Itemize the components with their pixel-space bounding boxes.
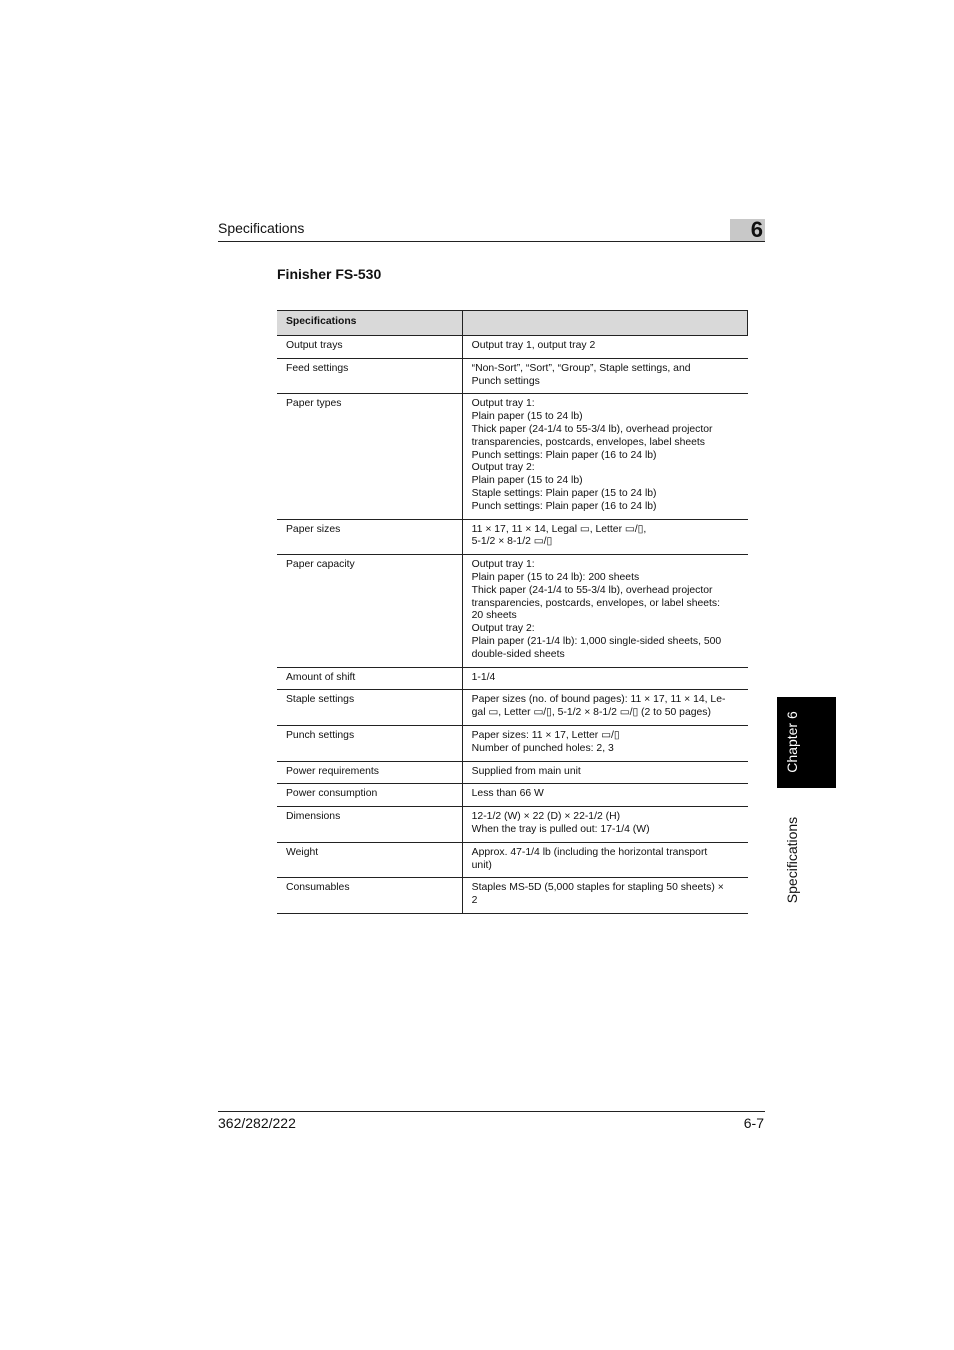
- footer-model: 362/282/222: [218, 1115, 296, 1131]
- section-title: Finisher FS-530: [277, 266, 382, 282]
- chapter-number-badge: [730, 219, 765, 241]
- table-row: [277, 358, 748, 394]
- footer-page-number: 6-7: [743, 1115, 764, 1131]
- table-row: [277, 519, 748, 555]
- running-header-title: Specifications: [218, 220, 305, 236]
- spec-value-cell: Output tray 1: Plain paper (15 to 24 lb): 200 sheets Thick paper (24-1/4 to 55-3/4 lb), overhead projector transparencies, postcards, envelopes, or label sheets: 20 sheets Output tray 2: Plain paper (21-1/4 lb): 1,000 single-sided sheets, 500 double-sided sheets: [462, 555, 747, 667]
- spec-value-cell: Supplied from main unit: [462, 761, 747, 784]
- footer-divider: [218, 1111, 765, 1112]
- table-row: [277, 336, 748, 359]
- table-header-cell: [462, 311, 747, 336]
- spec-value-cell: “Non-Sort”, “Sort”, “Group”, Staple settings, and Punch settings: [462, 358, 747, 394]
- table-body: [277, 336, 748, 914]
- table-row: [277, 878, 748, 914]
- table-row: [277, 807, 748, 843]
- side-section-text: Specifications: [784, 816, 800, 904]
- spec-value-cell: Paper sizes: 11 × 17, Letter ▭/▯ Number of punched holes: 2, 3: [462, 725, 747, 761]
- spec-label-cell: Punch settings: [277, 725, 462, 761]
- table-row: [277, 761, 748, 784]
- spec-value-cell: Output tray 1: Plain paper (15 to 24 lb) Thick paper (24-1/4 to 55-3/4 lb), overhead projector transparencies, postcards, envelopes, label sheets Punch settings: Plain paper (16 to 24 lb) Output tray 2: Plain paper (15 to 24 lb) Staple settings: Plain paper (15 to 24 lb) Punch settings: Plain paper (16 to 24 lb): [462, 394, 747, 519]
- chapter-number: 6: [750, 217, 763, 242]
- header-divider: [218, 241, 765, 242]
- table-row: [277, 394, 748, 519]
- table-row: [277, 690, 748, 726]
- spec-label-cell: Dimensions: [277, 807, 462, 843]
- spec-label-cell: Weight: [277, 842, 462, 878]
- spec-label-cell: Output trays: [277, 336, 462, 359]
- spec-label-cell: Amount of shift: [277, 667, 462, 690]
- spec-table: [277, 310, 748, 914]
- table-row: [277, 667, 748, 690]
- spec-value-cell: Output tray 1, output tray 2: [462, 336, 747, 359]
- side-chapter-text: Chapter 6: [784, 711, 800, 773]
- spec-label-cell: Feed settings: [277, 358, 462, 394]
- table-row: [277, 842, 748, 878]
- spec-label-cell: Paper sizes: [277, 519, 462, 555]
- spec-label-cell: Power requirements: [277, 761, 462, 784]
- spec-value-cell: Approx. 47-1/4 lb (including the horizontal transport unit): [462, 842, 747, 878]
- spec-value-cell: Less than 66 W: [462, 784, 747, 807]
- table-row: [277, 555, 748, 667]
- spec-value-cell: 11 × 17, 11 × 14, Legal ▭, Letter ▭/▯, 5-1/2 × 8-1/2 ▭/▯: [462, 519, 747, 555]
- spec-label-cell: Power consumption: [277, 784, 462, 807]
- table-header-row: [277, 311, 748, 336]
- spec-label-cell: Paper capacity: [277, 555, 462, 667]
- spec-label-cell: Consumables: [277, 878, 462, 914]
- spec-value-cell: Staples MS-5D (5,000 staples for stapling 50 sheets) × 2: [462, 878, 747, 914]
- spec-value-cell: 12-1/2 (W) × 22 (D) × 22-1/2 (H) When the tray is pulled out: 17-1/4 (W): [462, 807, 747, 843]
- spec-label-cell: Paper types: [277, 394, 462, 519]
- spec-label-cell: Staple settings: [277, 690, 462, 726]
- table-row: [277, 725, 748, 761]
- spec-value-cell: 1-1/4: [462, 667, 747, 690]
- spec-value-cell: Paper sizes (no. of bound pages): 11 × 17, 11 × 14, Le- gal ▭, Letter ▭/▯, 5-1/2 × 8-1/2 ▭/▯ (2 to 50 pages): [462, 690, 747, 726]
- table-row: [277, 784, 748, 807]
- table-header-cell: Specifications: [277, 311, 462, 336]
